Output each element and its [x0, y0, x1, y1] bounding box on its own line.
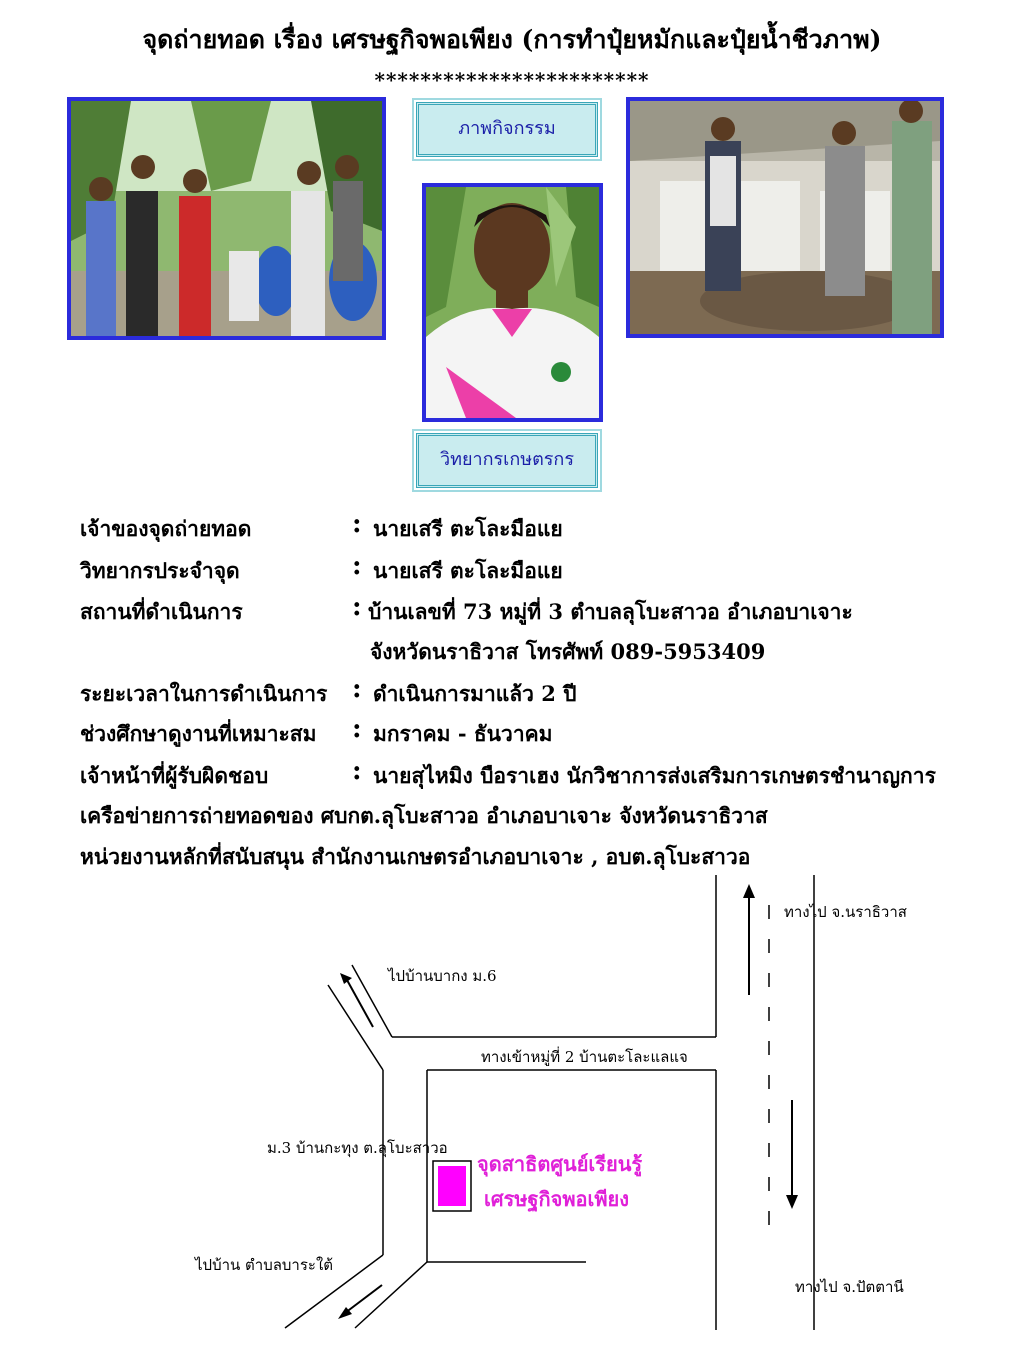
- duration-value: ดำเนินการมาแล้ว 2 ปี: [373, 681, 577, 706]
- visit-value: มกราคม - ธันวาคม: [373, 721, 553, 746]
- farmer-caption: วิทยากรเกษตรกร: [416, 433, 598, 488]
- lecturer-value: นายเสรี ตะโละมือแย: [373, 558, 563, 583]
- label-entrance-moo2: ทางเข้าหมู่ที่ 2 บ้านตะโละแลแจ: [481, 1048, 688, 1066]
- colon: :: [352, 551, 362, 581]
- label-to-narathiwat: ทางไป จ.นราธิวาส: [784, 903, 907, 921]
- location-value-line2: จังหวัดนราธิวาส โทรศัพท์ 089-5953409: [370, 639, 766, 664]
- visit-label: ช่วงศึกษาดูงานที่เหมาะสม: [80, 721, 317, 746]
- lecturer-label: วิทยากรประจำจุด: [80, 558, 240, 583]
- support-text: หน่วยงานหลักที่สนับสนุน สำนักงานเกษตรอำเภอบาเจาะ , อบต.ลุโบะสาวอ: [80, 844, 751, 869]
- officer-value: นายสุไหมิง บือราเฮง นักวิชาการส่งเสริมการเกษตรชำนาญการ: [373, 763, 936, 788]
- activity-photo-left: [67, 97, 386, 340]
- label-to-bara-tai: ไปบ้าน ตำบลบาระใต้: [195, 1256, 334, 1274]
- site-label-line1: จุดสาธิตศูนย์เรียนรู้: [477, 1152, 643, 1176]
- site-label-line2: เศรษฐกิจพอเพียง: [484, 1187, 630, 1211]
- colon: :: [352, 509, 362, 539]
- label-to-pattani: ทางไป จ.ปัตตานี: [795, 1278, 904, 1296]
- officer-label: เจ้าหน้าที่ผู้รับผิดชอบ: [80, 763, 269, 788]
- owner-label: เจ้าของจุดถ่ายทอด: [80, 516, 252, 541]
- colon: :: [352, 756, 362, 786]
- location-value-line1: บ้านเลขที่ 73 หมู่ที่ 3 ตำบลลุโบะสาวอ อำเภอบาเจาะ: [368, 599, 853, 624]
- colon: :: [352, 674, 362, 704]
- label-moo3: ม.3 บ้านกะทุง ต.ลุโบะสาวอ: [267, 1139, 448, 1157]
- network-text: เครือข่ายการถ่ายทอดของ ศบกต.ลุโบะสาวอ อำเภอบาเจาะ จังหวัดนราธิวาส: [80, 803, 768, 828]
- location-label: สถานที่ดำเนินการ: [80, 599, 243, 624]
- activity-caption: ภาพกิจกรรม: [416, 102, 598, 157]
- label-to-bang-kong: ไปบ้านบากง ม.6: [388, 967, 497, 985]
- owner-value: นายเสรี ตะโละมือแย: [373, 516, 563, 541]
- activity-photo-right: [626, 97, 944, 338]
- colon: :: [352, 592, 362, 622]
- farmer-portrait: [422, 183, 603, 422]
- duration-label: ระยะเวลาในการดำเนินการ: [80, 681, 328, 706]
- title-divider: ************************: [374, 68, 650, 92]
- colon: :: [352, 714, 362, 744]
- page-title: จุดถ่ายทอด เรื่อง เศรษฐกิจพอเพียง (การทำปุ๋ยหมักและปุ๋ยน้ำชีวภาพ): [142, 25, 882, 54]
